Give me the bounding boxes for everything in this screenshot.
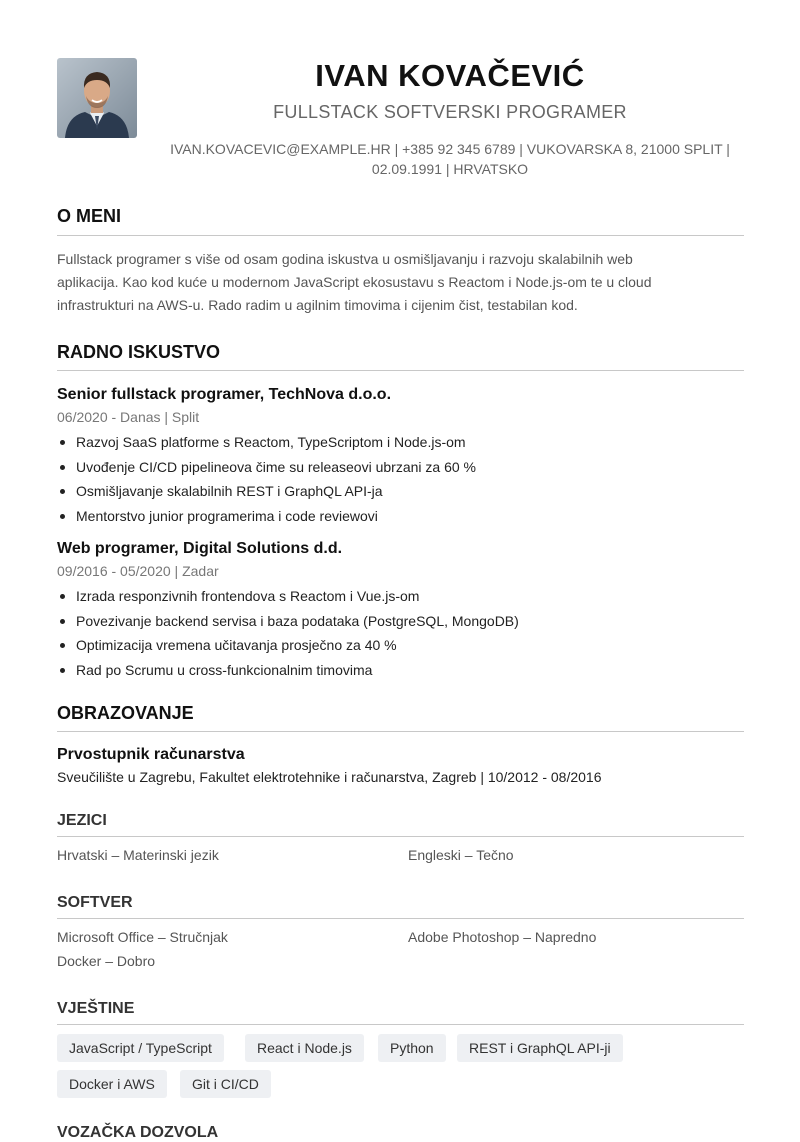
software-list: [57, 929, 747, 973]
bullet-item: Razvoj SaaS platforme s Reactom, TypeScriptom i Node.js-om: [57, 430, 747, 455]
section-divider: [57, 918, 744, 919]
languages-list: [57, 847, 747, 867]
skills-chips: [57, 1034, 747, 1098]
job-meta: 09/2016 - 05/2020 | Zadar: [57, 563, 219, 579]
job-bullets: [57, 584, 747, 682]
job-entry: [57, 538, 747, 682]
section-title-about: O MENI: [57, 206, 122, 226]
bullet-item: Rad po Scrumu u cross-funkcionalnim timovima: [57, 658, 747, 683]
software-item: Adobe Photoshop – Napredno: [408, 929, 597, 945]
section-divider: [57, 731, 744, 732]
section-title-experience: RADNO ISKUSTVO: [57, 342, 221, 362]
about-text: [57, 248, 747, 317]
skill-chip: Git i CI/CD: [180, 1070, 271, 1098]
language-item: Hrvatski – Materinski jezik: [57, 847, 219, 863]
profile-photo: [57, 58, 137, 138]
contact-info: [150, 139, 750, 179]
software-item: Docker – Dobro: [57, 953, 156, 969]
bullet-item: Optimizacija vremena učitavanja prosječno za 40 %: [57, 633, 747, 658]
bullet-item: Povezivanje backend servisa i baza podataka (PostgreSQL, MongoDB): [57, 609, 747, 634]
job-bullets: [57, 430, 747, 528]
section-title-education: OBRAZOVANJE: [57, 703, 194, 723]
job-title: Web programer, Digital Solutions d.d.: [57, 540, 343, 557]
job-headline: FULLSTACK SOFTVERSKI PROGRAMER: [273, 102, 627, 122]
job-meta: 06/2020 - Danas | Split: [57, 409, 200, 425]
section-divider: [57, 1024, 744, 1025]
section-title-skills: VJEŠTINE: [57, 1000, 135, 1017]
section-divider: [57, 235, 744, 236]
education-meta: Sveučilište u Zagrebu, Fakultet elektrotehnike i računarstva, Zagreb | 10/2012 - 08/2016: [57, 769, 602, 785]
bullet-item: Mentorstvo junior programerima i code reviewovi: [57, 504, 747, 529]
section-title-software: SOFTVER: [57, 894, 133, 911]
section-divider: [57, 370, 744, 371]
job-title: Senior fullstack programer, TechNova d.o.o.: [57, 386, 392, 403]
job-entry: [57, 384, 747, 528]
candidate-name: IVAN KOVAČEVIĆ: [315, 58, 585, 93]
skill-chip: Python: [378, 1034, 446, 1062]
language-item: Engleski – Tečno: [408, 847, 514, 863]
section-divider: [57, 836, 744, 837]
bullet-item: Uvođenje CI/CD pipelineova čime su releaseovi ubrzani za 60 %: [57, 455, 747, 480]
skill-chip: React i Node.js: [245, 1034, 364, 1062]
bullet-item: Izrada responzivnih frontendova s Reactom i Vue.js-om: [57, 584, 747, 609]
skill-chip: Docker i AWS: [57, 1070, 167, 1098]
bullet-item: Osmišljavanje skalabilnih REST i GraphQL API-ja: [57, 479, 747, 504]
section-title-languages: JEZICI: [57, 812, 107, 829]
contact-line: 02.09.1991 | HRVATSKO: [371, 161, 529, 177]
about-line: Fullstack programer s više od osam godina iskustva u osmišljavanju i razvoju skalabilnih web: [57, 251, 633, 267]
software-item: Microsoft Office – Stručnjak: [57, 929, 228, 945]
about-line: aplikacija. Kao kod kuće u modernom JavaScript ekosustavu s Reactom i Node.js-om te u cloud: [57, 274, 652, 290]
about-line: infrastrukturi na AWS-u. Rado radim u agilnim timovima i cijenim čist, testabilan kod.: [57, 297, 578, 313]
section-title-license: VOZAČKA DOZVOLA: [57, 1124, 219, 1141]
skill-chip: REST i GraphQL API-ji: [457, 1034, 623, 1062]
contact-line: IVAN.KOVACEVIC@EXAMPLE.HR | +385 92 345 6789 | VUKOVARSKA 8, 21000 SPLIT |: [170, 141, 730, 157]
skill-chip: JavaScript / TypeScript: [57, 1034, 224, 1062]
education-degree: Prvostupnik računarstva: [57, 746, 245, 763]
